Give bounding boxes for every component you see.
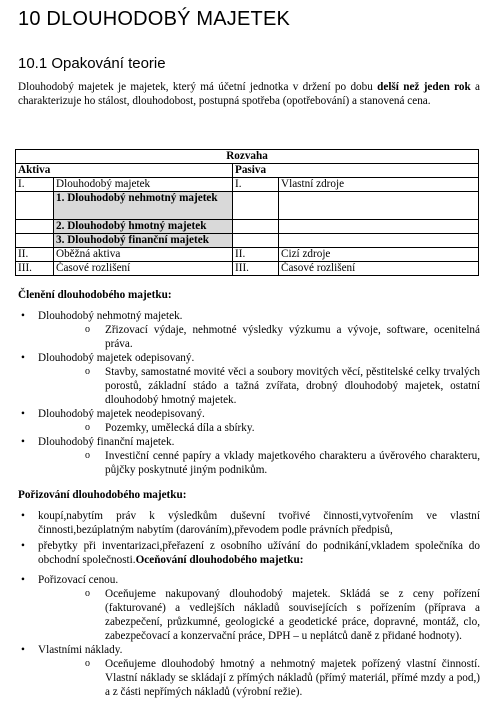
list-item-label: Vlastními náklady. <box>38 644 123 656</box>
assets-label: 1. Dlouhodobý nehmotný majetek <box>54 192 233 220</box>
sub-list-item: o Stavby, samostatné movité věci a soubory movitých věcí, pěstitelské celky trvalých porostů, základní stádo a tažná zvířata, drobný dlouhodobý majetek, ostatní dlouhodobý hmotný majetek. <box>85 365 480 407</box>
acquisition-list <box>18 509 480 567</box>
intro-text-end: a charakterizuje ho stálost, dlouhodobost, postupná spotřeba (opotřebování) a stanovená cena. <box>18 81 481 107</box>
valuation-section <box>18 573 480 699</box>
sub-list-item: o Zřizovací výdaje, nehmotné výsledky výzkumu a vývoje, software, ocenitelná práva. <box>85 323 480 351</box>
list-item-label: Dlouhodobý nehmotný majetek. <box>38 310 183 322</box>
division-section <box>18 288 480 477</box>
assets-label: Časové rozlišení <box>54 262 233 276</box>
assets-number: II. <box>16 248 54 262</box>
liabilities-header: Pasiva <box>233 164 479 178</box>
table-row <box>16 234 479 248</box>
table-row <box>16 220 479 234</box>
assets-number <box>16 220 54 234</box>
sub-list-item: o Investiční cenné papíry a vklady majetkového charakteru a úvěrového charakteru, půjčky poskytnuté jiným podnikům. <box>85 449 480 477</box>
assets-label: 2. Dlouhodobý hmotný majetek <box>54 220 233 234</box>
assets-label: Oběžná aktiva <box>54 248 233 262</box>
list-item <box>18 643 480 699</box>
intro-emphasis: delší než jeden rok <box>377 81 471 93</box>
liabilities-label: Vlastní zdroje <box>279 178 479 192</box>
table-row <box>16 262 479 276</box>
acquisition-heading: Pořizování dlouhodobého majetku: <box>18 489 187 501</box>
division-heading: Členění dlouhodobého majetku: <box>18 289 172 301</box>
liabilities-number: III. <box>233 262 279 276</box>
assets-label: Dlouhodobý majetek <box>54 178 233 192</box>
assets-number: III. <box>16 262 54 276</box>
table-row <box>16 178 479 192</box>
liabilities-number <box>233 192 279 220</box>
acquisition-section <box>18 488 480 567</box>
list-item <box>18 407 480 435</box>
liabilities-number <box>233 234 279 248</box>
list-item-text: přebytky při inventarizaci,přeřazení z osobního užívání do podnikání,vkladem společníka do obchodní společnosti. <box>38 540 480 566</box>
section-title: 10.1 Opakování teorie <box>18 55 166 72</box>
assets-number <box>16 192 54 220</box>
assets-number <box>16 234 54 248</box>
list-item <box>18 435 480 477</box>
sub-list-item: o Oceňujeme dlouhodobý hmotný a nehmotný majetek pořízený vlastní činností. Vlastní náklady se skládají z přímých nákladů (přímý materiál, přímé mzdy a pod,) a z části nepřímých nákladů (výrobní režie). <box>85 657 480 699</box>
assets-number: I. <box>16 178 54 192</box>
list-item: • koupí,nabytím práv k výsledkům duševní tvořivé činnosti,vytvořením ve vlastní činnosti,bezúplatným nabytím (darováním),převodem podle právních předpisů, <box>18 509 480 537</box>
sub-list-item: o Pozemky, umělecká díla a sbírky. <box>85 421 480 435</box>
division-list <box>18 309 480 477</box>
table-header-row <box>16 164 479 178</box>
liabilities-label <box>279 192 479 220</box>
table-title: Rozvaha <box>16 150 479 164</box>
list-item-label: Pořizovací cenou. <box>38 574 119 586</box>
list-item <box>18 309 480 351</box>
liabilities-label: Časové rozlišení <box>279 262 479 276</box>
assets-header: Aktiva <box>16 164 233 178</box>
list-item-label: Dlouhodobý finanční majetek. <box>38 436 175 448</box>
valuation-heading: Oceňování dlouhodobého majetku: <box>135 554 304 566</box>
assets-label: 3. Dlouhodobý finanční majetek <box>54 234 233 248</box>
liabilities-number: I. <box>233 178 279 192</box>
liabilities-number: II. <box>233 248 279 262</box>
list-item <box>18 539 480 567</box>
list-item <box>18 573 480 643</box>
balance-sheet-table <box>15 149 479 276</box>
liabilities-label <box>279 220 479 234</box>
valuation-list <box>18 573 480 699</box>
table-row <box>16 192 479 220</box>
liabilities-label <box>279 234 479 248</box>
table-title-row <box>16 150 479 164</box>
table-row <box>16 248 479 262</box>
list-item <box>18 351 480 407</box>
intro-paragraph <box>18 80 480 108</box>
intro-text: Dlouhodobý majetek je majetek, který má účetní jednotka v držení po dobu <box>18 81 378 93</box>
liabilities-number <box>233 220 279 234</box>
list-item-label: Dlouhodobý majetek neodepisovaný. <box>38 408 205 420</box>
liabilities-label: Cizí zdroje <box>279 248 479 262</box>
list-item-label: Dlouhodobý majetek odepisovaný. <box>38 352 195 364</box>
sub-list-item: o Oceňujeme nakupovaný dlouhodobý majetek. Skládá se z ceny pořízení (fakturované) a vedlejších nákladů souvisejících s pořízením (příprava a zabezpečení, průzkumné, geologické a geodetické práce, dopravné, montáž, clo, zabezpečovací a konzervační práce, DPH – u neplátců daně z přidané hodnoty). <box>85 587 480 643</box>
chapter-title: 10 DLOUHODOBÝ MAJETEK <box>18 8 291 30</box>
